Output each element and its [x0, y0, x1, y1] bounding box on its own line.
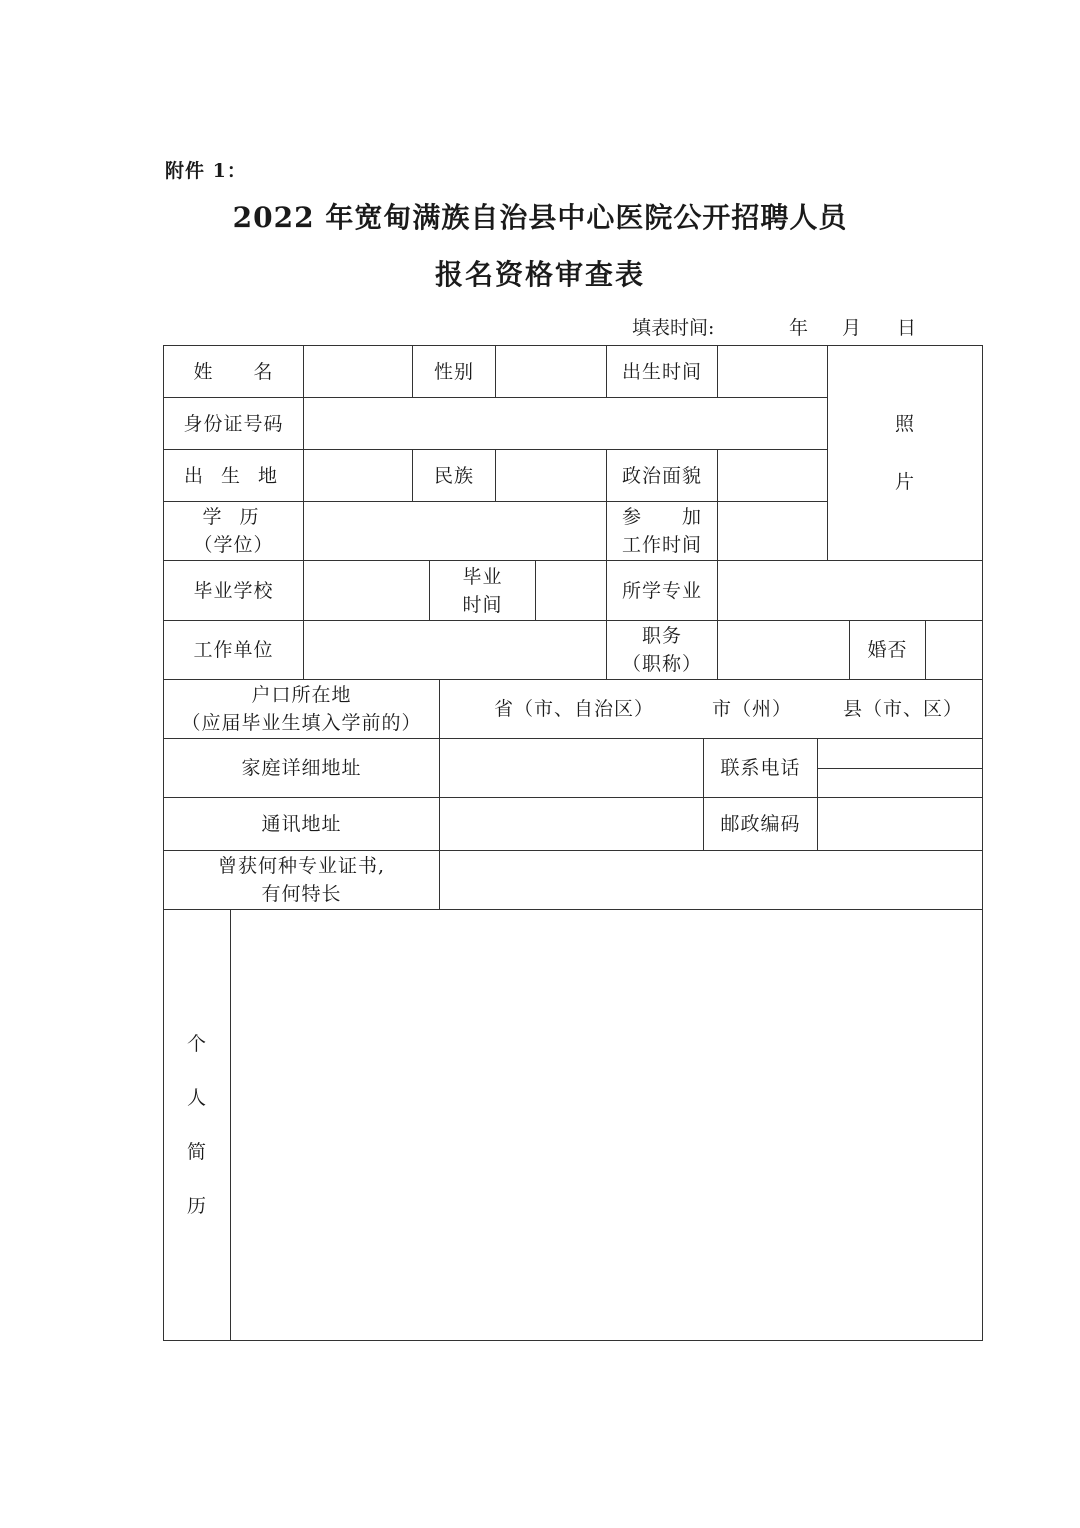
- hukou-county: 县（市、区）: [843, 698, 964, 720]
- employer-label: 工作单位: [193, 639, 274, 661]
- photo-label-2: 片: [894, 471, 915, 493]
- work-start-field[interactable]: [718, 502, 827, 560]
- resume-char-4: 历: [186, 1195, 207, 1217]
- fill-date-month: 月: [842, 317, 862, 339]
- political-status-field[interactable]: [718, 450, 827, 501]
- major-field[interactable]: [718, 561, 982, 620]
- hukou-city: 市（州）: [712, 698, 793, 720]
- postcode-field[interactable]: [818, 798, 982, 850]
- hukou-label: [164, 680, 439, 738]
- phone-field-1[interactable]: [818, 739, 982, 768]
- postcode-label: 邮政编码: [720, 813, 801, 835]
- position-label-2: （职称）: [621, 653, 702, 675]
- hukou-province: 省（市、自治区）: [494, 698, 655, 720]
- resume-char-1: 个: [186, 1033, 207, 1055]
- resume-label: [164, 910, 230, 1340]
- hukou-label-1: 户口所在地: [251, 684, 352, 706]
- id-number-field[interactable]: [304, 398, 827, 449]
- school-field[interactable]: [304, 561, 429, 620]
- married-field[interactable]: [926, 621, 982, 679]
- school-label: 毕业学校: [193, 579, 274, 602]
- certs-label-2: 有何特长: [261, 883, 342, 905]
- certs-label: [164, 851, 439, 909]
- ethnicity-field[interactable]: [496, 450, 606, 501]
- certs-label-1: 曾获何种专业证书,: [217, 855, 386, 877]
- education-label-1: 学 历: [202, 506, 265, 528]
- form-title-line1: 2022 年宽甸满族自治县中心医院公开招聘人员: [232, 201, 848, 234]
- fill-date-day: 日: [897, 317, 917, 339]
- photo-area[interactable]: [828, 346, 982, 560]
- name-label: 姓 名: [193, 360, 274, 383]
- position-field[interactable]: [718, 621, 849, 679]
- gender-field[interactable]: [496, 346, 606, 397]
- grad-time-label-1: 毕业: [462, 565, 503, 588]
- education-field[interactable]: [304, 502, 606, 560]
- resume-field[interactable]: [231, 910, 982, 1340]
- grad-time-label: [430, 561, 535, 620]
- attachment-label: 附件 1：: [165, 160, 247, 182]
- major-label: 所学专业: [621, 579, 702, 602]
- fill-date-label: 填表时间:: [632, 317, 715, 339]
- work-start-label-1: 参 加: [621, 506, 702, 528]
- hukou-field[interactable]: [440, 680, 982, 738]
- married-label: 婚否: [867, 639, 908, 661]
- grad-time-label-2: 时间: [462, 593, 503, 616]
- position-label-1: 职务: [641, 625, 682, 647]
- work-start-label-2: 工作时间: [621, 534, 702, 556]
- employer-field[interactable]: [304, 621, 606, 679]
- birthplace-field[interactable]: [304, 450, 412, 501]
- resume-char-3: 简: [186, 1141, 207, 1163]
- home-address-field[interactable]: [440, 739, 703, 797]
- education-label-2: （学位）: [193, 534, 274, 556]
- hukou-label-2: （应届毕业生填入学前的）: [181, 712, 422, 734]
- phone-label: 联系电话: [720, 757, 801, 779]
- mail-address-field[interactable]: [440, 798, 703, 850]
- education-label: [164, 502, 303, 560]
- birth-time-field[interactable]: [718, 346, 827, 397]
- certs-field[interactable]: [440, 851, 982, 909]
- name-field[interactable]: [304, 346, 412, 397]
- fill-date-year: 年: [789, 317, 809, 339]
- birth-time-label: 出生时间: [621, 360, 702, 383]
- grad-time-field[interactable]: [536, 561, 606, 620]
- phone-field-2[interactable]: [818, 769, 982, 797]
- home-address-label: 家庭详细地址: [241, 757, 362, 779]
- photo-label-1: 照: [894, 413, 915, 435]
- gender-label: 性别: [433, 360, 474, 383]
- id-number-label: 身份证号码: [183, 412, 284, 435]
- ethnicity-label: 民族: [433, 464, 474, 487]
- position-label: [607, 621, 717, 679]
- mail-address-label: 通讯地址: [261, 813, 342, 835]
- political-status-label: 政治面貌: [621, 464, 702, 487]
- work-start-label: [607, 502, 717, 560]
- resume-char-2: 人: [186, 1087, 207, 1109]
- birthplace-label: 出 生 地: [183, 464, 284, 487]
- form-title-line2: 报名资格审查表: [434, 258, 645, 291]
